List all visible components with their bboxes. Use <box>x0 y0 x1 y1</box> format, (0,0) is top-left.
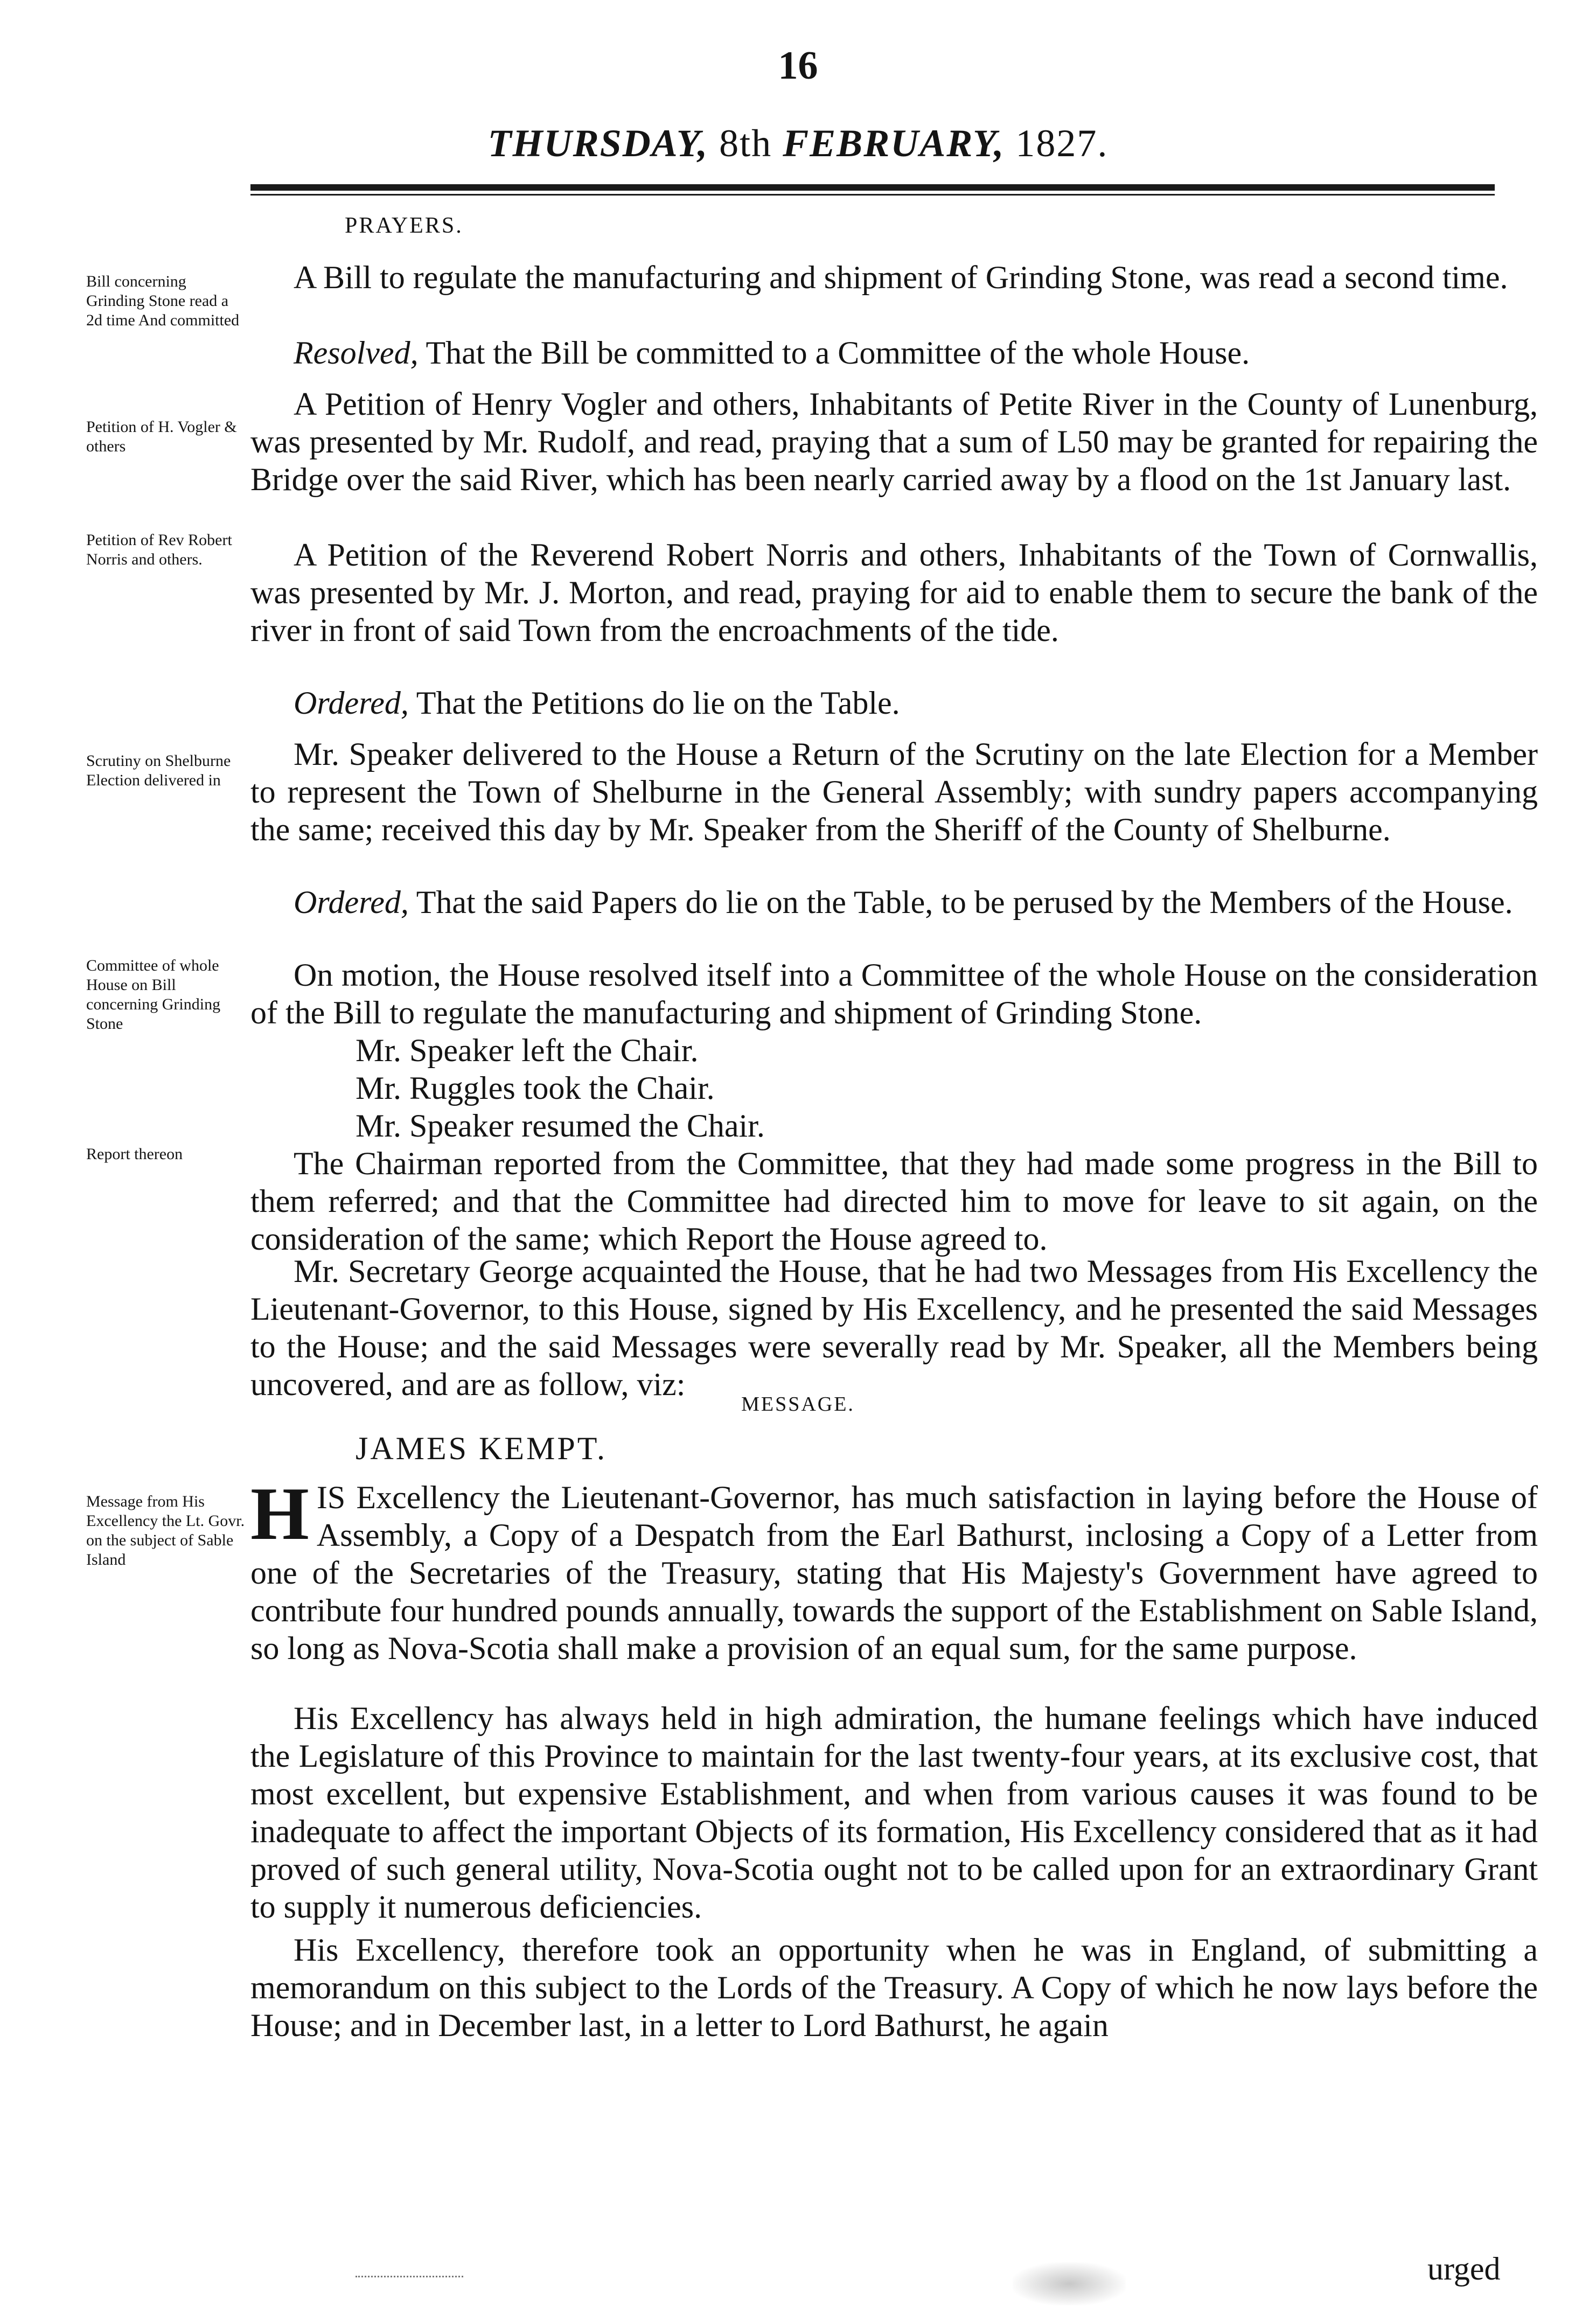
margin-note-bill: Bill concerning Grinding Stone read a 2d time And committed <box>86 273 240 329</box>
chair-line-3: Mr. Speaker resumed the Chair. <box>356 1108 765 1144</box>
margin-note-report: Report thereon <box>86 1145 183 1163</box>
message-signature: JAMES KEMPT. <box>356 1431 607 1466</box>
date-weekday: THURSDAY, <box>487 122 709 165</box>
ordered-text: That the Petitions do lie on the Table. <box>416 685 900 721</box>
chair-line-2: Mr. Ruggles took the Chair. <box>356 1070 715 1106</box>
chair-line-1: Mr. Speaker left the Chair. <box>356 1033 699 1068</box>
prayers-heading: PRAYERS. <box>345 213 463 238</box>
message-heading: MESSAGE. <box>741 1393 855 1416</box>
message-paragraph-1 <box>250 1472 1538 1667</box>
resolved-label: Resolved, <box>294 335 419 371</box>
paragraph-resolved <box>250 334 1538 372</box>
ordered-label: Ordered, <box>294 884 409 920</box>
ink-scratch <box>356 2276 463 2277</box>
date-month: FEBRUARY, <box>783 122 1005 165</box>
paragraph-ordered-petitions <box>250 684 1538 722</box>
margin-note-norris: Petition of Rev Robert Norris and others. <box>86 531 232 568</box>
margin-note-message: Message from His Excellency the Lt. Govr. on the subject of Sable Island <box>86 1493 245 1569</box>
paragraph-report: The Chairman reported from the Committee, that they had made some progress in the Bill to them referred; and that the Committee had directed him to move for leave to sit again, on the consideration of the same; which Report the House agreed to. <box>250 1146 1538 1257</box>
paragraph-norris-petition: A Petition of the Reverend Robert Norris and others, Inhabitants of the Town of Cornwallis, was presented by Mr. J. Morton, and read, praying for aid to enable them to secure the bank of the river in front of said Town from the encroachments of the tide. <box>250 537 1538 648</box>
page-number: 16 <box>778 44 818 88</box>
paragraph-committee: On motion, the House resolved itself into a Committee of the whole House on the consideration of the Bill to regulate the manufacturing and shipment of Grinding Stone. <box>250 957 1538 1030</box>
ordered-text: That the said Papers do lie on the Table, to be perused by the Members of the House. <box>416 884 1513 920</box>
margin-note-committee: Committee of whole House on Bill concerning Grinding Stone <box>86 957 221 1033</box>
margin-note-scrutiny: Scrutiny on Shelburne Election delivered in <box>86 752 231 789</box>
margin-note-vogler: Petition of H. Vogler & others <box>86 418 237 455</box>
message-paragraph-1-text: IS Excellency the Lieutenant-Governor, has much satisfaction in laying before the House of Assembly, a Copy of a Despatch from the Earl Bathurst, inclosing a Copy of a Letter from one of the Secretaries of the Treasury, stating that His Majesty's Government have agreed to contribute four hundred pounds annually, towards the support of the Establishment on Sable Island, so long as Nova-Scotia shall make a provision of an equal sum, for the same purpose. <box>250 1480 1538 1666</box>
message-paragraph-2: His Excellency has always held in high admiration, the humane feelings which have induced the Legislature of this Province to maintain for the last twenty-four years, at its exclusive cost, that most excellent, but expensive Establishment, and when from various causes it was found to be inadequate to affect the important Objects of its formation, His Excellency considered that as it had proved of such general utility, Nova-Scotia ought not to be called upon for an extraordinary Grant to supply it numerous deficiencies. <box>250 1700 1538 1925</box>
date-day: 8th <box>719 122 772 165</box>
paragraph-vogler-petition: A Petition of Henry Vogler and others, Inhabitants of Petite River in the County of Lunenburg, was presented by Mr. Rudolf, and read, praying that a sum of L50 may be granted for repairing the Bridge over the said River, which has been nearly carried away by a flood on the 1st January last. <box>250 386 1538 497</box>
date-heading <box>0 121 1596 166</box>
paragraph-ordered-papers <box>250 883 1538 921</box>
message-paragraph-3: His Excellency, therefore took an opportunity when he was in England, of submitting a memorandum on this subject to the Lords of the Treasury. A Copy of which he now lays before the House; and in December last, in a letter to Lord Bathurst, he again <box>250 1932 1538 2043</box>
drop-cap: H <box>250 1472 309 1556</box>
paragraph-bill-read: A Bill to regulate the manufacturing and shipment of Grinding Stone, was read a second time. <box>294 260 1508 295</box>
paragraph-secretary: Mr. Secretary George acquainted the House, that he had two Messages from His Excellency the Lieutenant-Governor, to this House, signed by His Excellency, and he presented the said Messages to the House; and the said Messages were severally read by Mr. Speaker, all the Members being uncovered, and are as follow, viz: <box>250 1253 1538 1402</box>
catchword: urged <box>1427 2251 1501 2287</box>
header-rule <box>250 184 1495 191</box>
date-year: 1827. <box>1015 122 1109 165</box>
paragraph-scrutiny: Mr. Speaker delivered to the House a Return of the Scrutiny on the late Election for a Member to represent the Town of Shelburne in the General Assembly; with sundry papers accompanying the same; received this day by Mr. Speaker from the Sheriff of the County of Shelburne. <box>250 736 1538 847</box>
ordered-label: Ordered, <box>294 685 409 721</box>
ink-smudge <box>1013 2262 1126 2305</box>
resolved-text: That the Bill be committed to a Committee of the whole House. <box>426 335 1250 371</box>
